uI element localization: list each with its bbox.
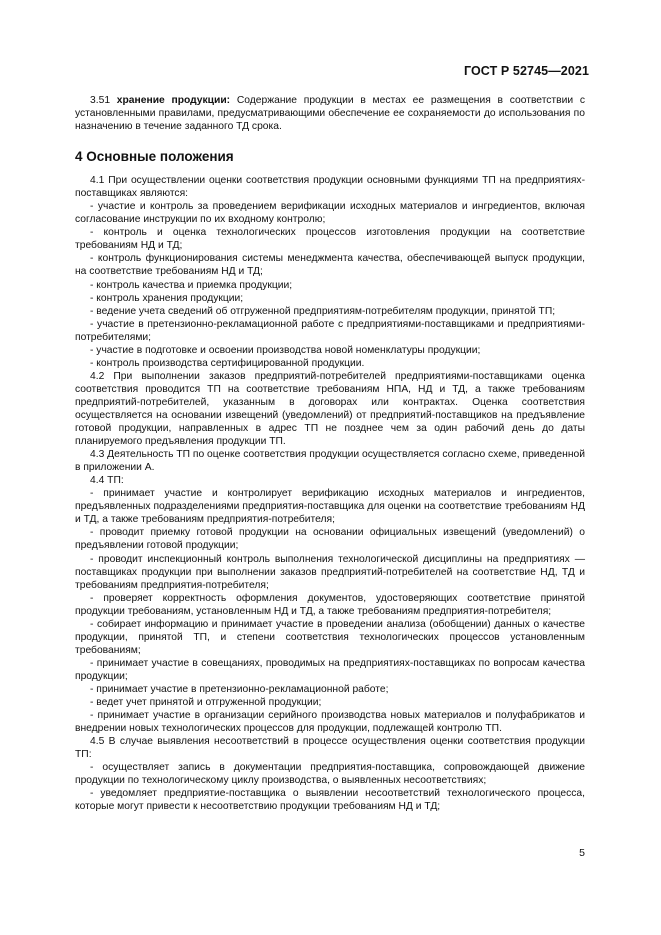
section-paragraph: - ведет учет принятой и отгруженной продукции; — [90, 697, 322, 709]
section-paragraph: - ведение учета сведений об отгруженной предприятиям-потребителям продукции, принятой ТП; — [90, 305, 556, 317]
page-content — [75, 94, 585, 813]
section-paragraph: - собирает информацию и принимает участие в проведении анализа (обобщении) данных о качестве продукции, принятой ТП, и степени соответствия технологических процессов установленным требованиям; — [75, 618, 585, 656]
section-paragraph: - проверяет корректность оформления документов, удостоверяющих соответствие принятой продукции требованиям, установленным НД и ТД, а также требованиям предприятия-потребителя; — [75, 592, 585, 617]
section-paragraph: - контроль хранения продукции; — [90, 292, 244, 304]
section-paragraph: - принимает участие в организации серийного производства новых материалов и полуфабрикатов и внедрении новых технологических процессов для продукции, подлежащей контролю ТП. — [75, 710, 585, 735]
definition-term: хранение продукции: — [116, 95, 231, 106]
section-paragraph: 4.5 В случае выявления несоответствий в процессе осуществления оценки соответствия продукции ТП: — [75, 736, 585, 761]
section-paragraph: 4.4 ТП: — [90, 475, 124, 487]
section-paragraph: 4.1 При осуществлении оценки соответствия продукции основными функциями ТП на предприятиях-поставщиках являются: — [75, 175, 585, 200]
definition-paragraph — [75, 94, 585, 133]
section-title: 4 Основные положения — [75, 149, 234, 165]
section-paragraph: - участие и контроль за проведением верификации исходных материалов и ингредиентов, включая согласование инструкции по их входному контролю; — [75, 201, 585, 226]
section-paragraph: - принимает участие в претензионно-рекламационной работе; — [90, 683, 389, 695]
document-number-header: ГОСТ Р 52745—2021 — [463, 64, 589, 78]
section-paragraph: 4.3 Деятельность ТП по оценке соответствия продукции осуществляется согласно схеме, приведенной в приложении А. — [75, 449, 585, 474]
section-paragraph: - принимает участие в совещаниях, проводимых на предприятиях-поставщиках по вопросам качества продукции; — [75, 657, 585, 682]
section-paragraph: - контроль производства сертифицированной продукции. — [90, 357, 365, 369]
definition-number: 3.51 — [90, 95, 111, 106]
section-paragraph: - контроль и оценка технологических процессов изготовления продукции на соответствие требованиям НД и ТД; — [75, 227, 585, 252]
page-number: 5 — [579, 847, 585, 859]
section-paragraph: - проводит инспекционный контроль выполнения технологической дисциплины на предприятиях — поставщиках продукции при выполнении заказов предприятий-потребителей на соответствие НД, ТД и требованиям предприятия-потребителя; — [75, 553, 585, 591]
section-body — [75, 174, 585, 813]
section-paragraph: - участие в претензионно-рекламационной работе с предприятиями-поставщиками и предприятиями-потребителями; — [75, 318, 585, 343]
section-paragraph: - проводит приемку готовой продукции на основании официальных извещений (уведомлений) о предъявлении готовой продукции; — [75, 527, 585, 552]
section-paragraph: 4.2 При выполнении заказов предприятий-потребителей предприятиями-поставщиками оценка соответствия проводится ТП на соответствие требованиям НПА, НД и ТД, а также требованиям предприятий-потребителей, указанным в договорах или контрактах. Оценка соответствия осуществляется на основании извещений (уведомлений) от предприятий-поставщиков на предъявление готовой продукции, направленных в адрес ТП не позднее чем за один рабочий день до даты планируемого предъявления продукции ТП. — [75, 370, 585, 448]
section-paragraph: - принимает участие и контролирует верификацию исходных материалов и ингредиентов, предъявленных подразделениями предприятия-поставщика для оценки на соответствие требованиям НД и ТД, а также требованиям предприятия-потребителя; — [75, 488, 585, 526]
section-paragraph: - участие в подготовке и освоении производства новой номенклатуры продукции; — [90, 344, 481, 356]
section-paragraph: - контроль качества и приемка продукции; — [90, 279, 293, 291]
definition-text: Содержание продукции в местах ее размещения в соответствии с установленными правилами, предусматривающими обеспечение ее сохраняемости до использования по назначению в течение заданного ТД срока. — [75, 95, 585, 133]
section-paragraph: - контроль функционирования системы менеджмента качества, обеспечивающей выпуск продукции, на соответствие требованиям НД и ТД; — [75, 253, 585, 278]
section-paragraph: - уведомляет предприятие-поставщика о выявлении несоответствий технологического процесса, которые могут привести к несоответствию продукции требованиям НД и ТД; — [75, 788, 585, 813]
section-paragraph: - осуществляет запись в документации предприятия-поставщика, сопровождающей движение продукции по технологическому циклу производства, о выявленных несоответствиях; — [75, 762, 585, 787]
